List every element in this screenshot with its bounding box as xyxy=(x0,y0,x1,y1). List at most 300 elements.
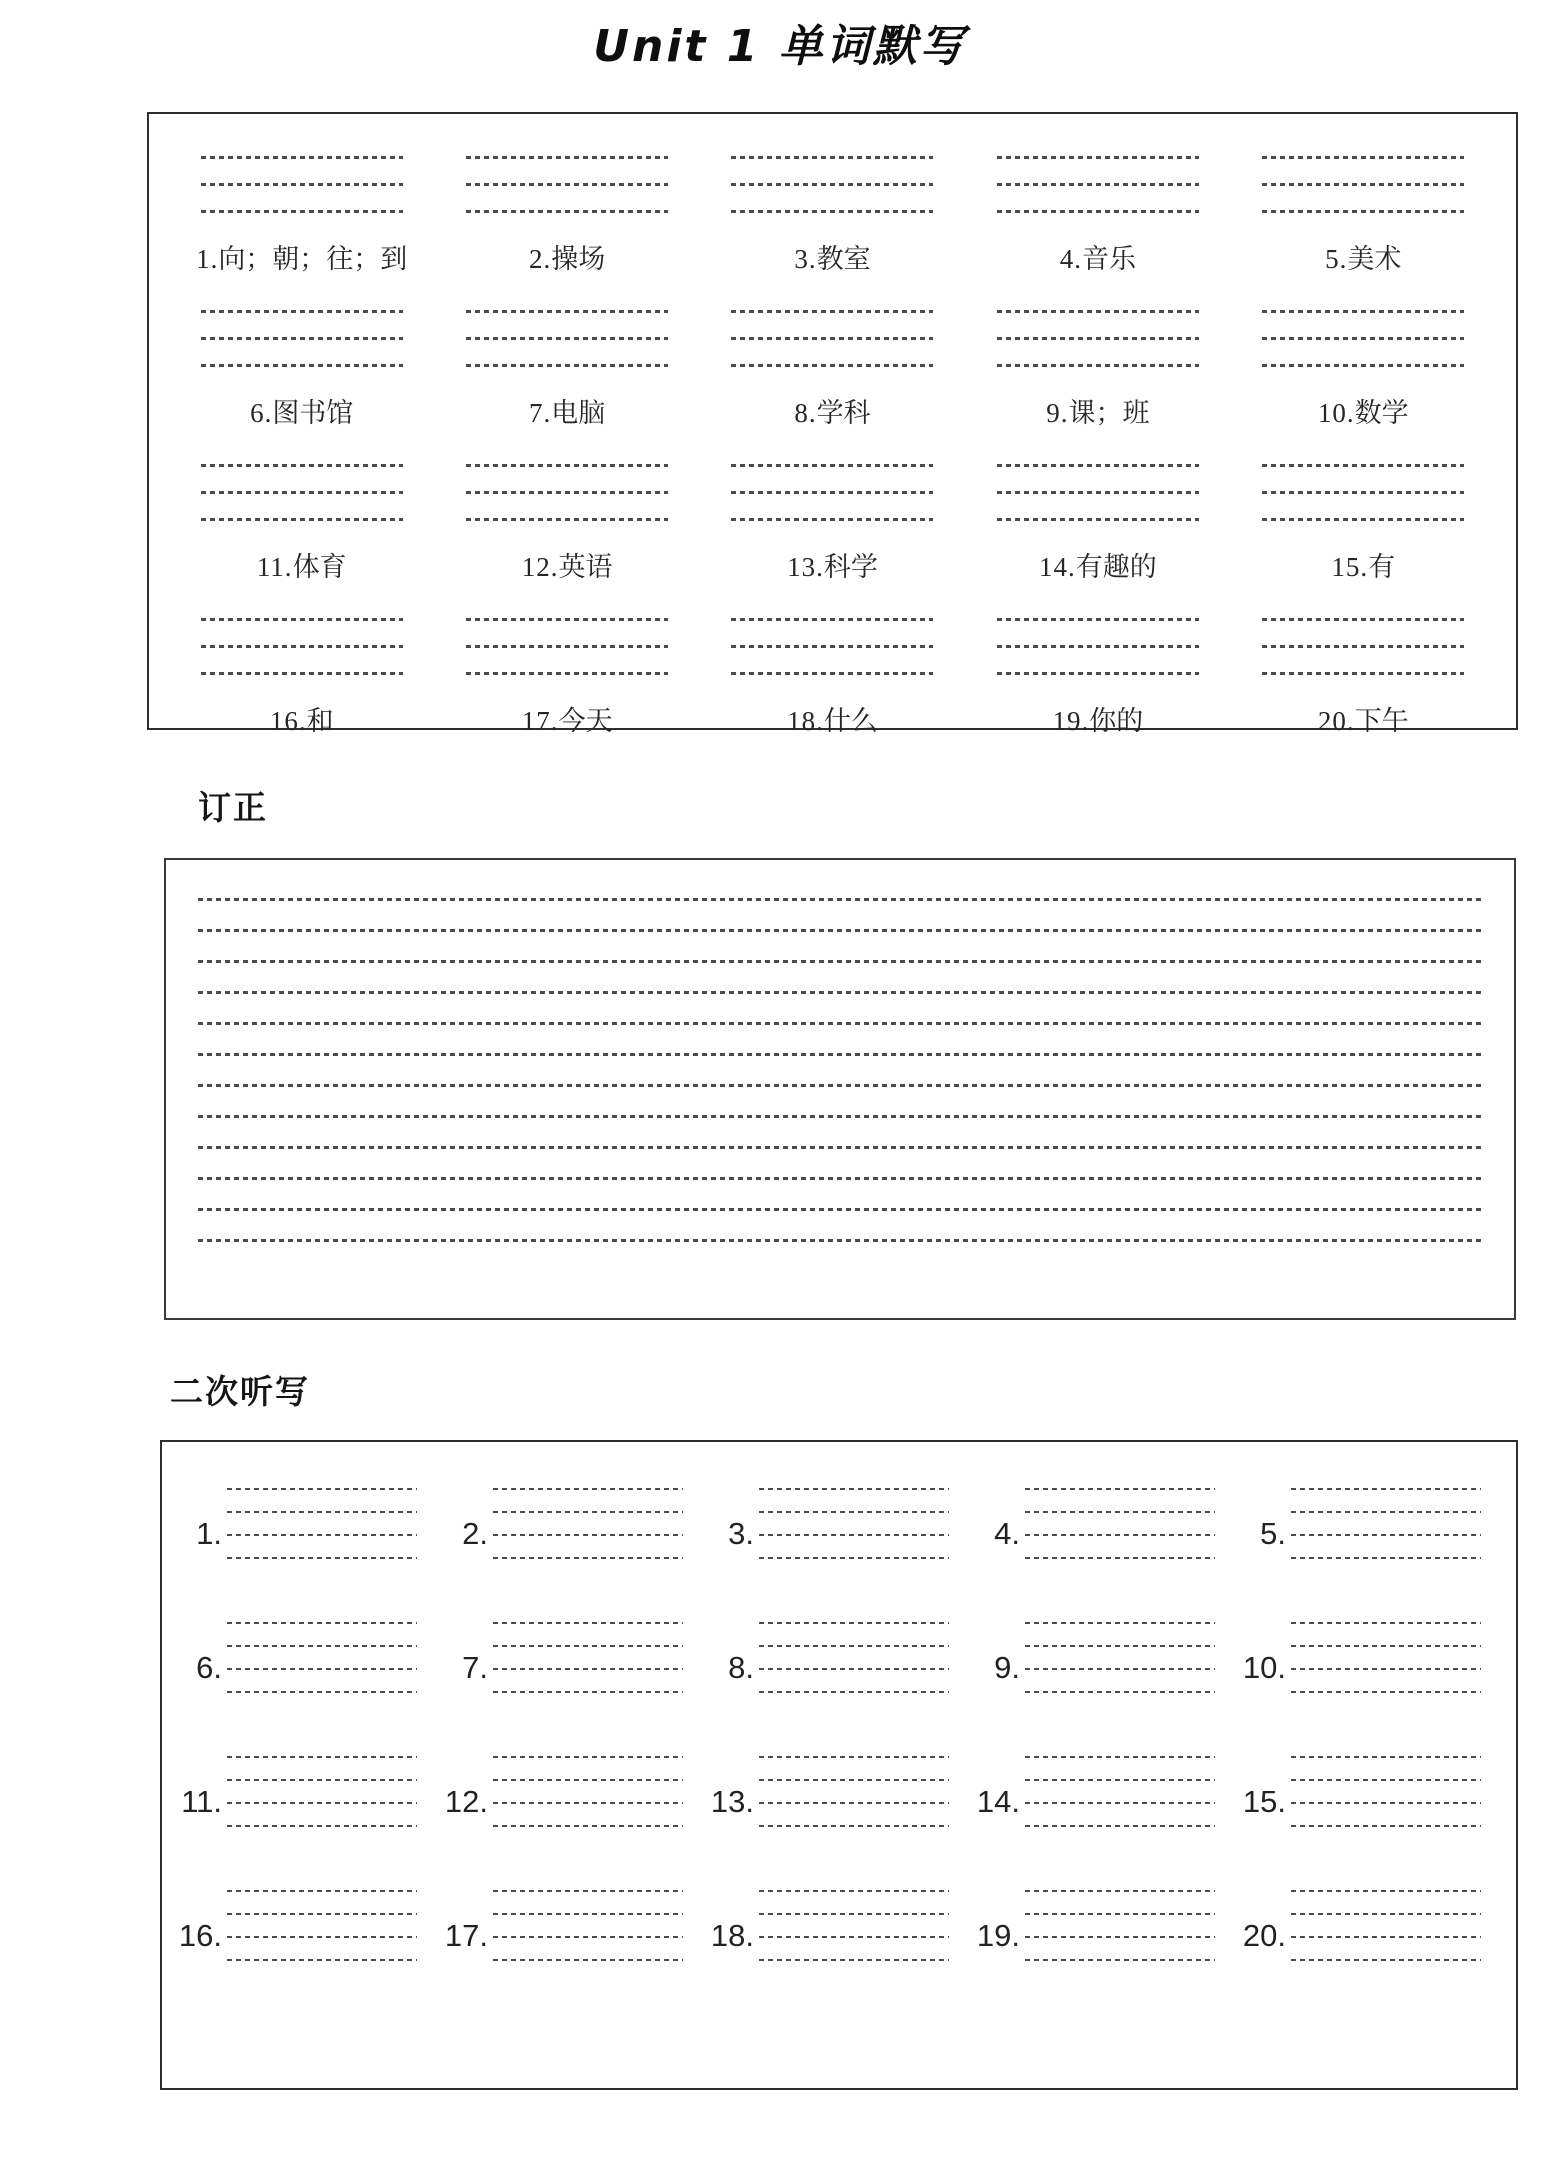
write-line xyxy=(731,645,933,648)
item-number: 1. xyxy=(196,244,219,274)
write-lines xyxy=(493,1622,683,1714)
dictation-grid xyxy=(149,114,1516,738)
dictation-item xyxy=(440,618,693,738)
write-line xyxy=(227,1825,417,1827)
write-line xyxy=(759,1779,949,1781)
write-line xyxy=(759,1668,949,1670)
item-number: 18. xyxy=(787,706,824,736)
dictation-item xyxy=(1237,310,1490,430)
dictation-item xyxy=(1237,618,1490,738)
write-line xyxy=(1262,364,1464,367)
correction-line-group xyxy=(198,1022,1482,1118)
write-line xyxy=(198,1208,1482,1211)
item-number: 6. xyxy=(250,398,273,428)
write-line xyxy=(198,1239,1482,1242)
item-hint-text: 教室 xyxy=(816,244,871,274)
write-line xyxy=(466,183,668,186)
dictation-item xyxy=(971,310,1224,430)
item-number: 13. xyxy=(787,552,824,582)
item-number: 11. xyxy=(256,552,293,582)
dictation-item xyxy=(706,310,959,430)
dictation-item xyxy=(1237,156,1490,276)
write-line xyxy=(759,1645,949,1647)
write-line xyxy=(1262,310,1464,313)
second-dictation-item xyxy=(442,1622,700,1714)
write-line xyxy=(1025,1890,1215,1892)
second-dictation-item xyxy=(442,1890,700,1982)
write-line xyxy=(227,1959,417,1961)
second-dictation-item xyxy=(1240,1890,1498,1982)
write-line xyxy=(466,310,668,313)
write-line xyxy=(493,1756,683,1758)
second-dictation-item xyxy=(176,1890,434,1982)
dictation-item xyxy=(971,156,1224,276)
write-line xyxy=(1291,1802,1481,1804)
write-line xyxy=(198,1053,1482,1056)
item-hint-text: 科学 xyxy=(823,552,878,582)
item-number: 10. xyxy=(1317,398,1355,428)
word-hint-label xyxy=(1046,391,1149,430)
write-lines xyxy=(759,1890,949,1982)
write-lines xyxy=(1291,1890,1481,1982)
second-dictation-item xyxy=(708,1756,966,1848)
item-number: 19. xyxy=(1052,706,1090,736)
second-dictation-item xyxy=(974,1890,1232,1982)
write-line xyxy=(227,1691,417,1693)
dictation-item xyxy=(175,310,428,430)
write-line xyxy=(1262,183,1464,186)
write-line xyxy=(466,464,668,467)
word-hint-label xyxy=(250,391,353,430)
item-number: 16. xyxy=(269,706,307,736)
write-line xyxy=(997,210,1199,213)
correction-box xyxy=(164,858,1516,1320)
write-line xyxy=(759,1511,949,1513)
write-line xyxy=(997,183,1199,186)
write-line xyxy=(1291,1890,1481,1892)
write-line xyxy=(731,183,933,186)
item-number: 16. xyxy=(178,1918,222,1953)
item-number: 11. xyxy=(181,1784,222,1819)
correction-lines-area xyxy=(166,860,1514,1242)
write-line xyxy=(493,1959,683,1961)
item-number: 3. xyxy=(728,1516,754,1551)
write-line xyxy=(493,1534,683,1536)
item-number: 5. xyxy=(1325,244,1348,274)
word-hint-label xyxy=(1325,237,1401,276)
write-line xyxy=(1025,1825,1215,1827)
item-number: 6. xyxy=(196,1650,222,1685)
item-number: 18. xyxy=(710,1918,754,1953)
write-lines xyxy=(759,1488,949,1580)
write-line xyxy=(466,618,668,621)
word-hint-label xyxy=(270,699,334,738)
write-line xyxy=(198,929,1482,932)
write-line xyxy=(759,1534,949,1536)
word-hint-label xyxy=(787,545,878,584)
dictation-item xyxy=(706,464,959,584)
write-line xyxy=(1291,1913,1481,1915)
write-lines xyxy=(227,1890,417,1982)
write-line xyxy=(227,1668,417,1670)
write-line xyxy=(1025,1557,1215,1559)
write-line xyxy=(201,364,403,367)
write-lines xyxy=(227,1756,417,1848)
item-hint-text: 什么 xyxy=(823,706,878,736)
write-line xyxy=(731,618,933,621)
item-number: 17. xyxy=(521,706,559,736)
write-line xyxy=(1262,210,1464,213)
second-dictation-item xyxy=(1240,1622,1498,1714)
write-line xyxy=(731,310,933,313)
write-line xyxy=(198,991,1482,994)
write-line xyxy=(493,1913,683,1915)
write-line xyxy=(1025,1756,1215,1758)
dictation-item xyxy=(175,156,428,276)
word-hint-label xyxy=(1318,699,1409,738)
item-hint-text: 音乐 xyxy=(1082,244,1137,274)
write-line xyxy=(1262,337,1464,340)
write-line xyxy=(1025,1691,1215,1693)
write-line xyxy=(493,1691,683,1693)
write-line xyxy=(731,491,933,494)
item-number: 7. xyxy=(528,398,552,428)
write-line xyxy=(493,1511,683,1513)
write-line xyxy=(198,960,1482,963)
write-line xyxy=(997,618,1199,621)
write-lines xyxy=(1025,1756,1215,1848)
write-line xyxy=(1291,1936,1481,1938)
item-number: 1. xyxy=(196,1516,222,1551)
second-dictation-item xyxy=(442,1488,700,1580)
write-line xyxy=(493,1668,683,1670)
write-lines xyxy=(1025,1488,1215,1580)
write-line xyxy=(1025,1802,1215,1804)
word-hint-label xyxy=(787,699,878,738)
write-line xyxy=(201,618,403,621)
write-lines xyxy=(227,1488,417,1580)
item-number: 10. xyxy=(1242,1650,1286,1685)
second-dictation-item xyxy=(1240,1488,1498,1580)
item-hint-text: 课；班 xyxy=(1068,398,1150,428)
dictation-item xyxy=(175,464,428,584)
word-hint-label xyxy=(522,699,613,738)
write-lines xyxy=(227,1622,417,1714)
second-dictation-box xyxy=(160,1440,1518,2090)
second-dictation-item xyxy=(974,1756,1232,1848)
item-number: 15. xyxy=(1331,552,1369,582)
write-line xyxy=(227,1936,417,1938)
second-dictation-item xyxy=(1240,1756,1498,1848)
write-line xyxy=(1025,1511,1215,1513)
write-line xyxy=(1262,672,1464,675)
item-number: 8. xyxy=(728,1650,754,1685)
item-number: 17. xyxy=(444,1918,488,1953)
write-line xyxy=(1291,1668,1481,1670)
item-number: 4. xyxy=(1059,244,1083,274)
write-lines xyxy=(493,1488,683,1580)
dictation-item xyxy=(971,464,1224,584)
dictation-item xyxy=(440,464,693,584)
write-line xyxy=(227,1534,417,1536)
write-line xyxy=(731,464,933,467)
write-line xyxy=(1262,156,1464,159)
write-line xyxy=(731,672,933,675)
word-hint-label xyxy=(794,237,870,276)
item-number: 7. xyxy=(462,1650,488,1685)
write-line xyxy=(1291,1511,1481,1513)
write-line xyxy=(201,464,403,467)
write-line xyxy=(997,491,1199,494)
write-line xyxy=(466,364,668,367)
write-line xyxy=(1025,1779,1215,1781)
write-line xyxy=(493,1622,683,1624)
write-line xyxy=(997,310,1199,313)
write-line xyxy=(201,645,403,648)
item-hint-text: 操场 xyxy=(551,244,606,274)
item-hint-text: 英语 xyxy=(558,552,613,582)
write-line xyxy=(198,1115,1482,1118)
item-number: 14. xyxy=(976,1784,1020,1819)
write-line xyxy=(201,183,403,186)
second-dictation-item xyxy=(974,1488,1232,1580)
write-line xyxy=(1291,1691,1481,1693)
item-hint-text: 体育 xyxy=(292,552,347,582)
write-line xyxy=(201,310,403,313)
item-number: 5. xyxy=(1260,1516,1286,1551)
item-hint-text: 美术 xyxy=(1347,244,1402,274)
write-line xyxy=(198,1146,1482,1149)
write-line xyxy=(1262,645,1464,648)
write-line xyxy=(1262,491,1464,494)
write-line xyxy=(759,1959,949,1961)
write-line xyxy=(1291,1959,1481,1961)
write-line xyxy=(759,1622,949,1624)
write-line xyxy=(997,645,1199,648)
second-dictation-item xyxy=(708,1890,966,1982)
item-hint-text: 有 xyxy=(1368,552,1396,582)
write-line xyxy=(227,1779,417,1781)
write-lines xyxy=(1025,1890,1215,1982)
write-line xyxy=(227,1511,417,1513)
write-line xyxy=(466,645,668,648)
write-line xyxy=(201,672,403,675)
second-dictation-item xyxy=(176,1622,434,1714)
write-line xyxy=(1025,1645,1215,1647)
write-line xyxy=(466,672,668,675)
second-dictation-item xyxy=(974,1622,1232,1714)
write-line xyxy=(201,156,403,159)
write-line xyxy=(201,518,403,521)
write-line xyxy=(759,1756,949,1758)
word-hint-label xyxy=(794,391,870,430)
write-line xyxy=(198,898,1482,901)
write-line xyxy=(759,1488,949,1490)
item-number: 19. xyxy=(976,1918,1020,1953)
write-line xyxy=(201,491,403,494)
write-line xyxy=(1025,1534,1215,1536)
write-line xyxy=(1025,1936,1215,1938)
item-hint-text: 有趣的 xyxy=(1075,552,1157,582)
write-line xyxy=(759,1691,949,1693)
dictation-item xyxy=(440,156,693,276)
item-number: 12. xyxy=(444,1784,488,1819)
write-line xyxy=(227,1756,417,1758)
write-line xyxy=(466,491,668,494)
write-line xyxy=(1262,618,1464,621)
item-number: 2. xyxy=(462,1516,488,1551)
second-dictation-item xyxy=(176,1488,434,1580)
write-lines xyxy=(759,1756,949,1848)
write-line xyxy=(493,1488,683,1490)
write-line xyxy=(1291,1825,1481,1827)
write-line xyxy=(227,1913,417,1915)
write-lines xyxy=(493,1890,683,1982)
write-line xyxy=(493,1645,683,1647)
item-number: 12. xyxy=(521,552,559,582)
dictation-item xyxy=(1237,464,1490,584)
write-line xyxy=(198,1022,1482,1025)
item-hint-text: 向；朝；往；到 xyxy=(218,244,408,274)
write-line xyxy=(493,1779,683,1781)
write-lines xyxy=(1291,1488,1481,1580)
write-line xyxy=(759,1936,949,1938)
write-line xyxy=(1291,1534,1481,1536)
second-dictation-item xyxy=(708,1488,966,1580)
write-line xyxy=(227,1488,417,1490)
word-hint-label xyxy=(1318,391,1409,430)
write-line xyxy=(493,1557,683,1559)
write-line xyxy=(759,1557,949,1559)
correction-line-group xyxy=(198,1146,1482,1242)
item-hint-text: 今天 xyxy=(558,706,613,736)
item-hint-text: 和 xyxy=(306,706,334,736)
write-line xyxy=(1025,1959,1215,1961)
word-hint-label xyxy=(257,545,347,584)
item-number: 8. xyxy=(794,398,817,428)
write-line xyxy=(466,210,668,213)
word-hint-label xyxy=(529,391,605,430)
item-number: 20. xyxy=(1317,706,1355,736)
write-line xyxy=(731,156,933,159)
dictation-item xyxy=(706,156,959,276)
item-number: 3. xyxy=(794,244,817,274)
write-line xyxy=(997,364,1199,367)
write-line xyxy=(759,1825,949,1827)
word-hint-label xyxy=(1331,545,1395,584)
write-line xyxy=(997,464,1199,467)
word-hint-label xyxy=(1039,545,1157,584)
write-line xyxy=(1291,1779,1481,1781)
item-number: 9. xyxy=(994,1650,1020,1685)
second-dictation-grid xyxy=(162,1442,1516,1982)
write-line xyxy=(1025,1668,1215,1670)
second-dictation-item xyxy=(708,1622,966,1714)
write-line xyxy=(759,1802,949,1804)
item-hint-text: 电脑 xyxy=(551,398,606,428)
write-line xyxy=(493,1890,683,1892)
write-line xyxy=(759,1890,949,1892)
item-number: 20. xyxy=(1242,1918,1286,1953)
item-hint-text: 数学 xyxy=(1354,398,1409,428)
write-line xyxy=(731,518,933,521)
write-line xyxy=(1291,1645,1481,1647)
write-lines xyxy=(493,1756,683,1848)
write-line xyxy=(227,1622,417,1624)
item-hint-text: 你的 xyxy=(1089,706,1144,736)
write-line xyxy=(1025,1622,1215,1624)
write-line xyxy=(493,1936,683,1938)
item-number: 14. xyxy=(1039,552,1076,582)
word-hint-label xyxy=(196,237,407,276)
word-hint-label xyxy=(529,237,605,276)
write-line xyxy=(1025,1913,1215,1915)
write-line xyxy=(493,1802,683,1804)
dictation-item xyxy=(971,618,1224,738)
correction-line-group xyxy=(198,898,1482,994)
second-dictation-item xyxy=(176,1756,434,1848)
item-number: 13. xyxy=(710,1784,754,1819)
dictation-item xyxy=(175,618,428,738)
item-hint-text: 下午 xyxy=(1354,706,1409,736)
item-number: 2. xyxy=(528,244,552,274)
page-title: Unit 1 单词默写 xyxy=(593,21,967,72)
item-hint-text: 学科 xyxy=(816,398,871,428)
write-line xyxy=(1262,518,1464,521)
write-line xyxy=(1291,1622,1481,1624)
write-line xyxy=(1291,1756,1481,1758)
write-line xyxy=(198,1177,1482,1180)
item-hint-text: 图书馆 xyxy=(272,398,354,428)
write-lines xyxy=(1291,1622,1481,1714)
item-number: 4. xyxy=(994,1516,1020,1551)
write-line xyxy=(731,364,933,367)
write-line xyxy=(227,1557,417,1559)
write-line xyxy=(227,1645,417,1647)
write-line xyxy=(997,156,1199,159)
item-number: 9. xyxy=(1046,398,1069,428)
word-hint-label xyxy=(1060,237,1136,276)
word-hint-label xyxy=(522,545,613,584)
write-line xyxy=(731,337,933,340)
write-line xyxy=(731,210,933,213)
write-line xyxy=(201,337,403,340)
write-lines xyxy=(1025,1622,1215,1714)
second-dictation-heading: 二次听写 xyxy=(170,1372,310,1411)
item-number: 15. xyxy=(1242,1784,1286,1819)
write-line xyxy=(466,337,668,340)
write-line xyxy=(1291,1488,1481,1490)
write-line xyxy=(1025,1488,1215,1490)
write-line xyxy=(1291,1557,1481,1559)
write-line xyxy=(198,1084,1482,1087)
dictation-item xyxy=(440,310,693,430)
dictation-item xyxy=(706,618,959,738)
write-line xyxy=(493,1825,683,1827)
write-line xyxy=(997,337,1199,340)
write-line xyxy=(227,1802,417,1804)
write-line xyxy=(759,1913,949,1915)
write-line xyxy=(1262,464,1464,467)
write-line xyxy=(997,672,1199,675)
write-line xyxy=(466,156,668,159)
write-line xyxy=(997,518,1199,521)
write-line xyxy=(201,210,403,213)
dictation-box xyxy=(147,112,1518,736)
second-dictation-item xyxy=(442,1756,700,1848)
write-line xyxy=(227,1890,417,1892)
write-line xyxy=(466,518,668,521)
